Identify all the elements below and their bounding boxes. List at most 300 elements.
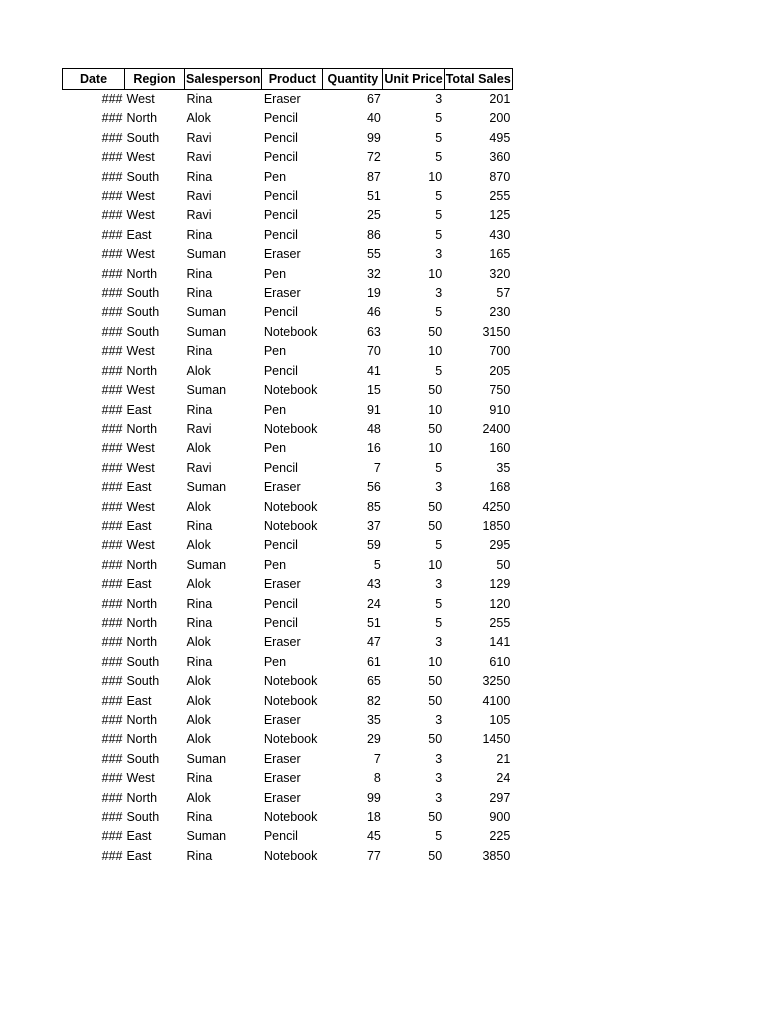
unit-price-cell[interactable]: 10 bbox=[428, 169, 443, 184]
unit-price-cell[interactable]: 5 bbox=[435, 363, 443, 378]
salesperson-cell[interactable]: Rina bbox=[186, 344, 213, 359]
region-cell[interactable]: East bbox=[126, 693, 152, 708]
total-sales-cell[interactable]: 1850 bbox=[482, 518, 511, 533]
unit-price-cell[interactable]: 3 bbox=[435, 92, 443, 106]
total-sales-cell[interactable]: 297 bbox=[489, 790, 511, 805]
quantity-cell[interactable]: 91 bbox=[366, 402, 381, 417]
date-cell[interactable]: ### bbox=[101, 557, 123, 572]
date-cell[interactable]: ### bbox=[101, 344, 123, 359]
quantity-cell[interactable]: 16 bbox=[366, 441, 381, 456]
unit-price-cell[interactable]: 3 bbox=[435, 480, 443, 495]
quantity-cell[interactable]: 77 bbox=[366, 848, 381, 863]
salesperson-cell[interactable]: Alok bbox=[186, 693, 211, 708]
date-cell[interactable]: ### bbox=[101, 92, 123, 106]
salesperson-cell[interactable]: Suman bbox=[186, 829, 227, 844]
region-cell[interactable]: West bbox=[126, 344, 155, 359]
unit-price-cell[interactable]: 3 bbox=[435, 577, 443, 592]
total-sales-cell[interactable]: 495 bbox=[489, 130, 511, 145]
total-sales-cell[interactable]: 3150 bbox=[482, 324, 511, 339]
quantity-cell[interactable]: 25 bbox=[366, 208, 381, 223]
product-cell[interactable]: Pencil bbox=[263, 829, 298, 844]
quantity-cell[interactable]: 99 bbox=[366, 790, 381, 805]
salesperson-cell[interactable]: Rina bbox=[186, 266, 213, 281]
salesperson-cell[interactable]: Suman bbox=[186, 305, 227, 320]
total-sales-cell[interactable]: 910 bbox=[489, 402, 511, 417]
date-cell[interactable]: ### bbox=[101, 518, 123, 533]
quantity-cell[interactable]: 29 bbox=[366, 732, 381, 747]
quantity-cell[interactable]: 86 bbox=[366, 227, 381, 242]
region-cell[interactable]: North bbox=[126, 713, 158, 727]
product-cell[interactable]: Notebook bbox=[263, 693, 318, 708]
product-cell[interactable]: Eraser bbox=[263, 92, 301, 106]
region-cell[interactable]: North bbox=[126, 615, 158, 630]
unit-price-cell[interactable]: 3 bbox=[435, 635, 443, 650]
date-cell[interactable]: ### bbox=[101, 751, 123, 766]
region-cell[interactable]: East bbox=[126, 829, 152, 844]
region-cell[interactable]: East bbox=[126, 848, 152, 863]
product-cell[interactable]: Eraser bbox=[263, 577, 301, 592]
salesperson-cell[interactable]: Alok bbox=[186, 732, 211, 747]
product-cell[interactable]: Notebook bbox=[263, 383, 318, 398]
date-cell[interactable]: ### bbox=[101, 693, 123, 708]
total-sales-cell[interactable]: 320 bbox=[489, 266, 511, 281]
salesperson-cell[interactable]: Ravi bbox=[186, 150, 212, 165]
date-cell[interactable]: ### bbox=[101, 421, 123, 436]
product-cell[interactable]: Eraser bbox=[263, 635, 301, 650]
salesperson-cell[interactable]: Alok bbox=[186, 363, 211, 378]
total-sales-cell[interactable]: 4100 bbox=[482, 693, 511, 708]
salesperson-cell[interactable]: Alok bbox=[186, 790, 211, 805]
date-cell[interactable]: ### bbox=[101, 324, 123, 339]
date-cell[interactable]: ### bbox=[101, 480, 123, 495]
table-row bbox=[63, 226, 513, 245]
total-sales-cell[interactable]: 105 bbox=[489, 713, 511, 727]
product-cell[interactable]: Pencil bbox=[263, 189, 298, 204]
quantity-cell[interactable]: 82 bbox=[366, 693, 381, 708]
product-cell[interactable]: Notebook bbox=[263, 324, 318, 339]
total-sales-cell[interactable]: 255 bbox=[489, 615, 511, 630]
date-cell[interactable]: ### bbox=[101, 247, 123, 262]
unit-price-cell[interactable]: 10 bbox=[428, 266, 443, 281]
product-cell[interactable]: Notebook bbox=[263, 518, 318, 533]
quantity-cell[interactable]: 67 bbox=[366, 92, 381, 106]
date-cell[interactable]: ### bbox=[101, 150, 123, 165]
product-cell[interactable]: Pen bbox=[263, 344, 287, 359]
unit-price-cell[interactable]: 50 bbox=[428, 383, 443, 398]
total-sales-cell[interactable]: 610 bbox=[489, 654, 511, 669]
product-cell[interactable]: Pen bbox=[263, 266, 287, 281]
unit-price-cell[interactable]: 50 bbox=[428, 693, 443, 708]
region-cell[interactable]: South bbox=[126, 810, 160, 825]
table-row bbox=[63, 342, 513, 361]
header-region[interactable]: Region bbox=[125, 69, 185, 90]
unit-price-cell[interactable]: 5 bbox=[435, 829, 443, 844]
quantity-cell[interactable]: 87 bbox=[366, 169, 381, 184]
total-sales-cell[interactable]: 295 bbox=[489, 538, 511, 553]
quantity-cell[interactable]: 37 bbox=[366, 518, 381, 533]
unit-price-cell[interactable]: 10 bbox=[428, 402, 443, 417]
unit-price-cell[interactable]: 5 bbox=[435, 305, 443, 320]
header-total-sales[interactable]: Total Sales bbox=[444, 69, 512, 90]
product-cell[interactable]: Notebook bbox=[263, 674, 318, 689]
salesperson-cell[interactable]: Rina bbox=[186, 92, 213, 106]
total-sales-cell[interactable]: 870 bbox=[489, 169, 511, 184]
total-sales-cell[interactable]: 200 bbox=[489, 111, 511, 126]
product-cell[interactable]: Notebook bbox=[263, 848, 318, 863]
date-cell[interactable]: ### bbox=[101, 286, 123, 301]
table-row bbox=[63, 769, 513, 788]
salesperson-cell[interactable]: Alok bbox=[186, 499, 211, 514]
salesperson-cell[interactable]: Rina bbox=[186, 596, 213, 611]
salesperson-cell[interactable]: Rina bbox=[186, 227, 213, 242]
product-cell[interactable]: Notebook bbox=[263, 810, 318, 825]
product-cell[interactable]: Eraser bbox=[263, 480, 301, 495]
quantity-cell[interactable]: 7 bbox=[373, 460, 381, 475]
total-sales-cell[interactable]: 168 bbox=[489, 480, 511, 495]
quantity-cell[interactable]: 51 bbox=[366, 615, 381, 630]
salesperson-cell[interactable]: Rina bbox=[186, 169, 213, 184]
date-cell[interactable]: ### bbox=[101, 577, 123, 592]
region-cell[interactable]: West bbox=[126, 460, 155, 475]
unit-price-cell[interactable]: 10 bbox=[428, 654, 443, 669]
product-cell[interactable]: Pen bbox=[263, 441, 287, 456]
date-cell[interactable]: ### bbox=[101, 189, 123, 204]
quantity-cell[interactable]: 18 bbox=[366, 810, 381, 825]
date-cell[interactable]: ### bbox=[101, 383, 123, 398]
region-cell[interactable]: South bbox=[126, 305, 160, 320]
quantity-cell[interactable]: 85 bbox=[366, 499, 381, 514]
sales-table bbox=[62, 68, 513, 866]
salesperson-cell[interactable]: Suman bbox=[186, 383, 227, 398]
unit-price-cell[interactable]: 50 bbox=[428, 499, 443, 514]
total-sales-cell[interactable]: 35 bbox=[496, 460, 511, 475]
date-cell[interactable]: ### bbox=[101, 810, 123, 825]
header-salesperson[interactable]: Salesperson bbox=[185, 69, 262, 90]
unit-price-cell[interactable]: 5 bbox=[435, 111, 443, 126]
date-cell[interactable]: ### bbox=[101, 130, 123, 145]
region-cell[interactable]: South bbox=[126, 674, 160, 689]
quantity-cell[interactable]: 32 bbox=[366, 266, 381, 281]
salesperson-cell[interactable]: Alok bbox=[186, 713, 211, 727]
product-cell[interactable]: Notebook bbox=[263, 732, 318, 747]
date-cell[interactable]: ### bbox=[101, 848, 123, 863]
region-cell[interactable]: South bbox=[126, 751, 160, 766]
unit-price-cell[interactable]: 10 bbox=[428, 344, 443, 359]
region-cell[interactable]: North bbox=[126, 421, 158, 436]
region-cell[interactable]: West bbox=[126, 499, 155, 514]
product-cell[interactable]: Pencil bbox=[263, 615, 298, 630]
salesperson-cell[interactable]: Suman bbox=[186, 247, 227, 262]
total-sales-cell[interactable]: 750 bbox=[489, 383, 511, 398]
region-cell[interactable]: West bbox=[126, 771, 155, 786]
unit-price-cell[interactable]: 5 bbox=[435, 189, 443, 204]
header-date[interactable]: Date bbox=[63, 69, 125, 90]
header-quantity[interactable]: Quantity bbox=[323, 69, 383, 90]
salesperson-cell[interactable]: Alok bbox=[186, 441, 211, 456]
quantity-cell[interactable]: 55 bbox=[366, 247, 381, 262]
unit-price-cell[interactable]: 50 bbox=[428, 848, 443, 863]
unit-price-cell[interactable]: 5 bbox=[435, 150, 443, 165]
quantity-cell[interactable]: 99 bbox=[366, 130, 381, 145]
date-cell[interactable]: ### bbox=[101, 227, 123, 242]
quantity-cell[interactable]: 65 bbox=[366, 674, 381, 689]
product-cell[interactable]: Eraser bbox=[263, 751, 301, 766]
total-sales-cell[interactable]: 225 bbox=[489, 829, 511, 844]
table-row bbox=[63, 498, 513, 517]
product-cell[interactable]: Pencil bbox=[263, 460, 298, 475]
salesperson-cell[interactable]: Suman bbox=[186, 324, 227, 339]
quantity-cell[interactable]: 46 bbox=[366, 305, 381, 320]
total-sales-cell[interactable]: 1450 bbox=[482, 732, 511, 747]
salesperson-cell[interactable]: Rina bbox=[186, 402, 213, 417]
region-cell[interactable]: North bbox=[126, 557, 158, 572]
salesperson-cell[interactable]: Ravi bbox=[186, 130, 212, 145]
unit-price-cell[interactable]: 5 bbox=[435, 596, 443, 611]
region-cell[interactable]: East bbox=[126, 480, 152, 495]
date-cell[interactable]: ### bbox=[101, 713, 123, 727]
product-cell[interactable]: Eraser bbox=[263, 286, 301, 301]
total-sales-cell[interactable]: 125 bbox=[489, 208, 511, 223]
region-cell[interactable]: South bbox=[126, 169, 160, 184]
total-sales-cell[interactable]: 4250 bbox=[482, 499, 511, 514]
date-cell[interactable]: ### bbox=[101, 615, 123, 630]
region-cell[interactable]: North bbox=[126, 635, 158, 650]
date-cell[interactable]: ### bbox=[101, 635, 123, 650]
date-cell[interactable]: ### bbox=[101, 460, 123, 475]
table-row bbox=[63, 595, 513, 614]
region-cell[interactable]: East bbox=[126, 402, 152, 417]
total-sales-cell[interactable]: 141 bbox=[489, 635, 511, 650]
date-cell[interactable]: ### bbox=[101, 266, 123, 281]
total-sales-cell[interactable]: 24 bbox=[496, 771, 511, 786]
quantity-cell[interactable]: 56 bbox=[366, 480, 381, 495]
salesperson-cell[interactable]: Rina bbox=[186, 615, 213, 630]
product-cell[interactable]: Pen bbox=[263, 169, 287, 184]
unit-price-cell[interactable]: 50 bbox=[428, 518, 443, 533]
total-sales-cell[interactable]: 3850 bbox=[482, 848, 511, 863]
header-product[interactable]: Product bbox=[262, 69, 323, 90]
total-sales-cell[interactable]: 700 bbox=[489, 344, 511, 359]
region-cell[interactable]: West bbox=[126, 92, 155, 106]
total-sales-cell[interactable]: 201 bbox=[489, 92, 511, 106]
date-cell[interactable]: ### bbox=[101, 829, 123, 844]
region-cell[interactable]: North bbox=[126, 596, 158, 611]
salesperson-cell[interactable]: Alok bbox=[186, 635, 211, 650]
region-cell[interactable]: East bbox=[126, 227, 152, 242]
quantity-cell[interactable]: 40 bbox=[366, 111, 381, 126]
total-sales-cell[interactable]: 160 bbox=[489, 441, 511, 456]
unit-price-cell[interactable]: 50 bbox=[428, 810, 443, 825]
salesperson-cell[interactable]: Suman bbox=[186, 557, 227, 572]
quantity-cell[interactable]: 35 bbox=[366, 713, 381, 727]
region-cell[interactable]: South bbox=[126, 324, 160, 339]
unit-price-cell[interactable]: 3 bbox=[435, 751, 443, 766]
product-cell[interactable]: Pencil bbox=[263, 596, 298, 611]
date-cell[interactable]: ### bbox=[101, 596, 123, 611]
product-cell[interactable]: Pencil bbox=[263, 130, 298, 145]
unit-price-cell[interactable]: 3 bbox=[435, 790, 443, 805]
product-cell[interactable]: Pen bbox=[263, 654, 287, 669]
date-cell[interactable]: ### bbox=[101, 499, 123, 514]
date-cell[interactable]: ### bbox=[101, 305, 123, 320]
product-cell[interactable]: Pen bbox=[263, 557, 287, 572]
region-cell[interactable]: South bbox=[126, 654, 160, 669]
quantity-cell[interactable]: 72 bbox=[366, 150, 381, 165]
quantity-cell[interactable]: 63 bbox=[366, 324, 381, 339]
quantity-cell[interactable]: 70 bbox=[366, 344, 381, 359]
table-row bbox=[63, 614, 513, 633]
total-sales-cell[interactable]: 900 bbox=[489, 810, 511, 825]
region-cell[interactable]: North bbox=[126, 111, 158, 126]
salesperson-cell[interactable]: Rina bbox=[186, 848, 213, 863]
region-cell[interactable]: West bbox=[126, 150, 155, 165]
quantity-cell[interactable]: 45 bbox=[366, 829, 381, 844]
date-cell[interactable]: ### bbox=[101, 441, 123, 456]
quantity-cell[interactable]: 7 bbox=[373, 751, 381, 766]
quantity-cell[interactable]: 61 bbox=[366, 654, 381, 669]
total-sales-cell[interactable]: 129 bbox=[489, 577, 511, 592]
date-cell[interactable]: ### bbox=[101, 111, 123, 126]
quantity-cell[interactable]: 41 bbox=[366, 363, 381, 378]
salesperson-cell[interactable]: Rina bbox=[186, 286, 213, 301]
date-cell[interactable]: ### bbox=[101, 538, 123, 553]
date-cell[interactable]: ### bbox=[101, 169, 123, 184]
product-cell[interactable]: Eraser bbox=[263, 247, 301, 262]
product-cell[interactable]: Pencil bbox=[263, 227, 298, 242]
salesperson-cell[interactable]: Suman bbox=[186, 751, 227, 766]
product-cell[interactable]: Pencil bbox=[263, 305, 298, 320]
salesperson-cell[interactable]: Alok bbox=[186, 577, 211, 592]
quantity-cell[interactable]: 59 bbox=[366, 538, 381, 553]
unit-price-cell[interactable]: 3 bbox=[435, 713, 443, 727]
salesperson-cell[interactable]: Ravi bbox=[186, 421, 212, 436]
region-cell[interactable]: South bbox=[126, 130, 160, 145]
region-cell[interactable]: West bbox=[126, 247, 155, 262]
header-unit-price[interactable]: Unit Price bbox=[383, 69, 444, 90]
product-cell[interactable]: Pencil bbox=[263, 208, 298, 223]
region-cell[interactable]: East bbox=[126, 577, 152, 592]
unit-price-cell[interactable]: 5 bbox=[435, 615, 443, 630]
unit-price-cell[interactable]: 5 bbox=[435, 460, 443, 475]
product-cell[interactable]: Pencil bbox=[263, 111, 298, 126]
table-row bbox=[63, 168, 513, 187]
product-cell[interactable]: Notebook bbox=[263, 421, 318, 436]
total-sales-cell[interactable]: 57 bbox=[496, 286, 511, 301]
region-cell[interactable]: West bbox=[126, 208, 155, 223]
salesperson-cell[interactable]: Ravi bbox=[186, 208, 212, 223]
unit-price-cell[interactable]: 5 bbox=[435, 208, 443, 223]
unit-price-cell[interactable]: 5 bbox=[435, 130, 443, 145]
salesperson-cell[interactable]: Alok bbox=[186, 538, 211, 553]
date-cell[interactable]: ### bbox=[101, 363, 123, 378]
date-cell[interactable]: ### bbox=[101, 654, 123, 669]
total-sales-cell[interactable]: 120 bbox=[489, 596, 511, 611]
quantity-cell[interactable]: 15 bbox=[366, 383, 381, 398]
region-cell[interactable]: North bbox=[126, 266, 158, 281]
quantity-cell[interactable]: 5 bbox=[373, 557, 381, 572]
total-sales-cell[interactable]: 255 bbox=[489, 189, 511, 204]
region-cell[interactable]: West bbox=[126, 383, 155, 398]
unit-price-cell[interactable]: 50 bbox=[428, 421, 443, 436]
table-row bbox=[63, 187, 513, 206]
date-cell[interactable]: ### bbox=[101, 771, 123, 786]
salesperson-cell[interactable]: Rina bbox=[186, 654, 213, 669]
product-cell[interactable]: Pencil bbox=[263, 363, 298, 378]
date-cell[interactable]: ### bbox=[101, 790, 123, 805]
region-cell[interactable]: North bbox=[126, 363, 158, 378]
quantity-cell[interactable]: 8 bbox=[373, 771, 381, 786]
quantity-cell[interactable]: 51 bbox=[366, 189, 381, 204]
total-sales-cell[interactable]: 230 bbox=[489, 305, 511, 320]
table-row bbox=[63, 711, 513, 730]
quantity-cell[interactable]: 43 bbox=[366, 577, 381, 592]
salesperson-cell[interactable]: Rina bbox=[186, 518, 213, 533]
region-cell[interactable]: West bbox=[126, 441, 155, 456]
table-row bbox=[63, 401, 513, 420]
table-row bbox=[63, 381, 513, 400]
date-cell[interactable]: ### bbox=[101, 402, 123, 417]
total-sales-cell[interactable]: 360 bbox=[489, 150, 511, 165]
unit-price-cell[interactable]: 3 bbox=[435, 247, 443, 262]
date-cell[interactable]: ### bbox=[101, 732, 123, 747]
total-sales-cell[interactable]: 165 bbox=[489, 247, 511, 262]
total-sales-cell[interactable]: 205 bbox=[489, 363, 511, 378]
total-sales-cell[interactable]: 50 bbox=[496, 557, 511, 572]
region-cell[interactable]: South bbox=[126, 286, 160, 301]
salesperson-cell[interactable]: Alok bbox=[186, 111, 211, 126]
quantity-cell[interactable]: 19 bbox=[366, 286, 381, 301]
product-cell[interactable]: Pen bbox=[263, 402, 287, 417]
total-sales-cell[interactable]: 3250 bbox=[482, 674, 511, 689]
date-cell[interactable]: ### bbox=[101, 674, 123, 689]
region-cell[interactable]: North bbox=[126, 732, 158, 747]
quantity-cell[interactable]: 47 bbox=[366, 635, 381, 650]
unit-price-cell[interactable]: 50 bbox=[428, 324, 443, 339]
date-cell[interactable]: ### bbox=[101, 208, 123, 223]
region-cell[interactable]: West bbox=[126, 189, 155, 204]
unit-price-cell[interactable]: 5 bbox=[435, 538, 443, 553]
unit-price-cell[interactable]: 50 bbox=[428, 674, 443, 689]
salesperson-cell[interactable]: Ravi bbox=[186, 189, 212, 204]
unit-price-cell[interactable]: 10 bbox=[428, 557, 443, 572]
product-cell[interactable]: Eraser bbox=[263, 790, 301, 805]
unit-price-cell[interactable]: 5 bbox=[435, 227, 443, 242]
table-row bbox=[63, 789, 513, 808]
region-cell[interactable]: North bbox=[126, 790, 158, 805]
unit-price-cell[interactable]: 3 bbox=[435, 286, 443, 301]
salesperson-cell[interactable]: Rina bbox=[186, 771, 213, 786]
product-cell[interactable]: Pencil bbox=[263, 538, 298, 553]
total-sales-cell[interactable]: 2400 bbox=[482, 421, 511, 436]
total-sales-cell[interactable]: 430 bbox=[489, 227, 511, 242]
product-cell[interactable]: Notebook bbox=[263, 499, 318, 514]
quantity-cell[interactable]: 48 bbox=[366, 421, 381, 436]
unit-price-cell[interactable]: 50 bbox=[428, 732, 443, 747]
unit-price-cell[interactable]: 10 bbox=[428, 441, 443, 456]
product-cell[interactable]: Eraser bbox=[263, 713, 301, 727]
salesperson-cell[interactable]: Ravi bbox=[186, 460, 212, 475]
product-cell[interactable]: Pencil bbox=[263, 150, 298, 165]
region-cell[interactable]: East bbox=[126, 518, 152, 533]
region-cell[interactable]: West bbox=[126, 538, 155, 553]
salesperson-cell[interactable]: Suman bbox=[186, 480, 227, 495]
unit-price-cell[interactable]: 3 bbox=[435, 771, 443, 786]
quantity-cell[interactable]: 24 bbox=[366, 596, 381, 611]
salesperson-cell[interactable]: Alok bbox=[186, 674, 211, 689]
product-cell[interactable]: Eraser bbox=[263, 771, 301, 786]
salesperson-cell[interactable]: Rina bbox=[186, 810, 213, 825]
total-sales-cell[interactable]: 21 bbox=[496, 751, 511, 766]
